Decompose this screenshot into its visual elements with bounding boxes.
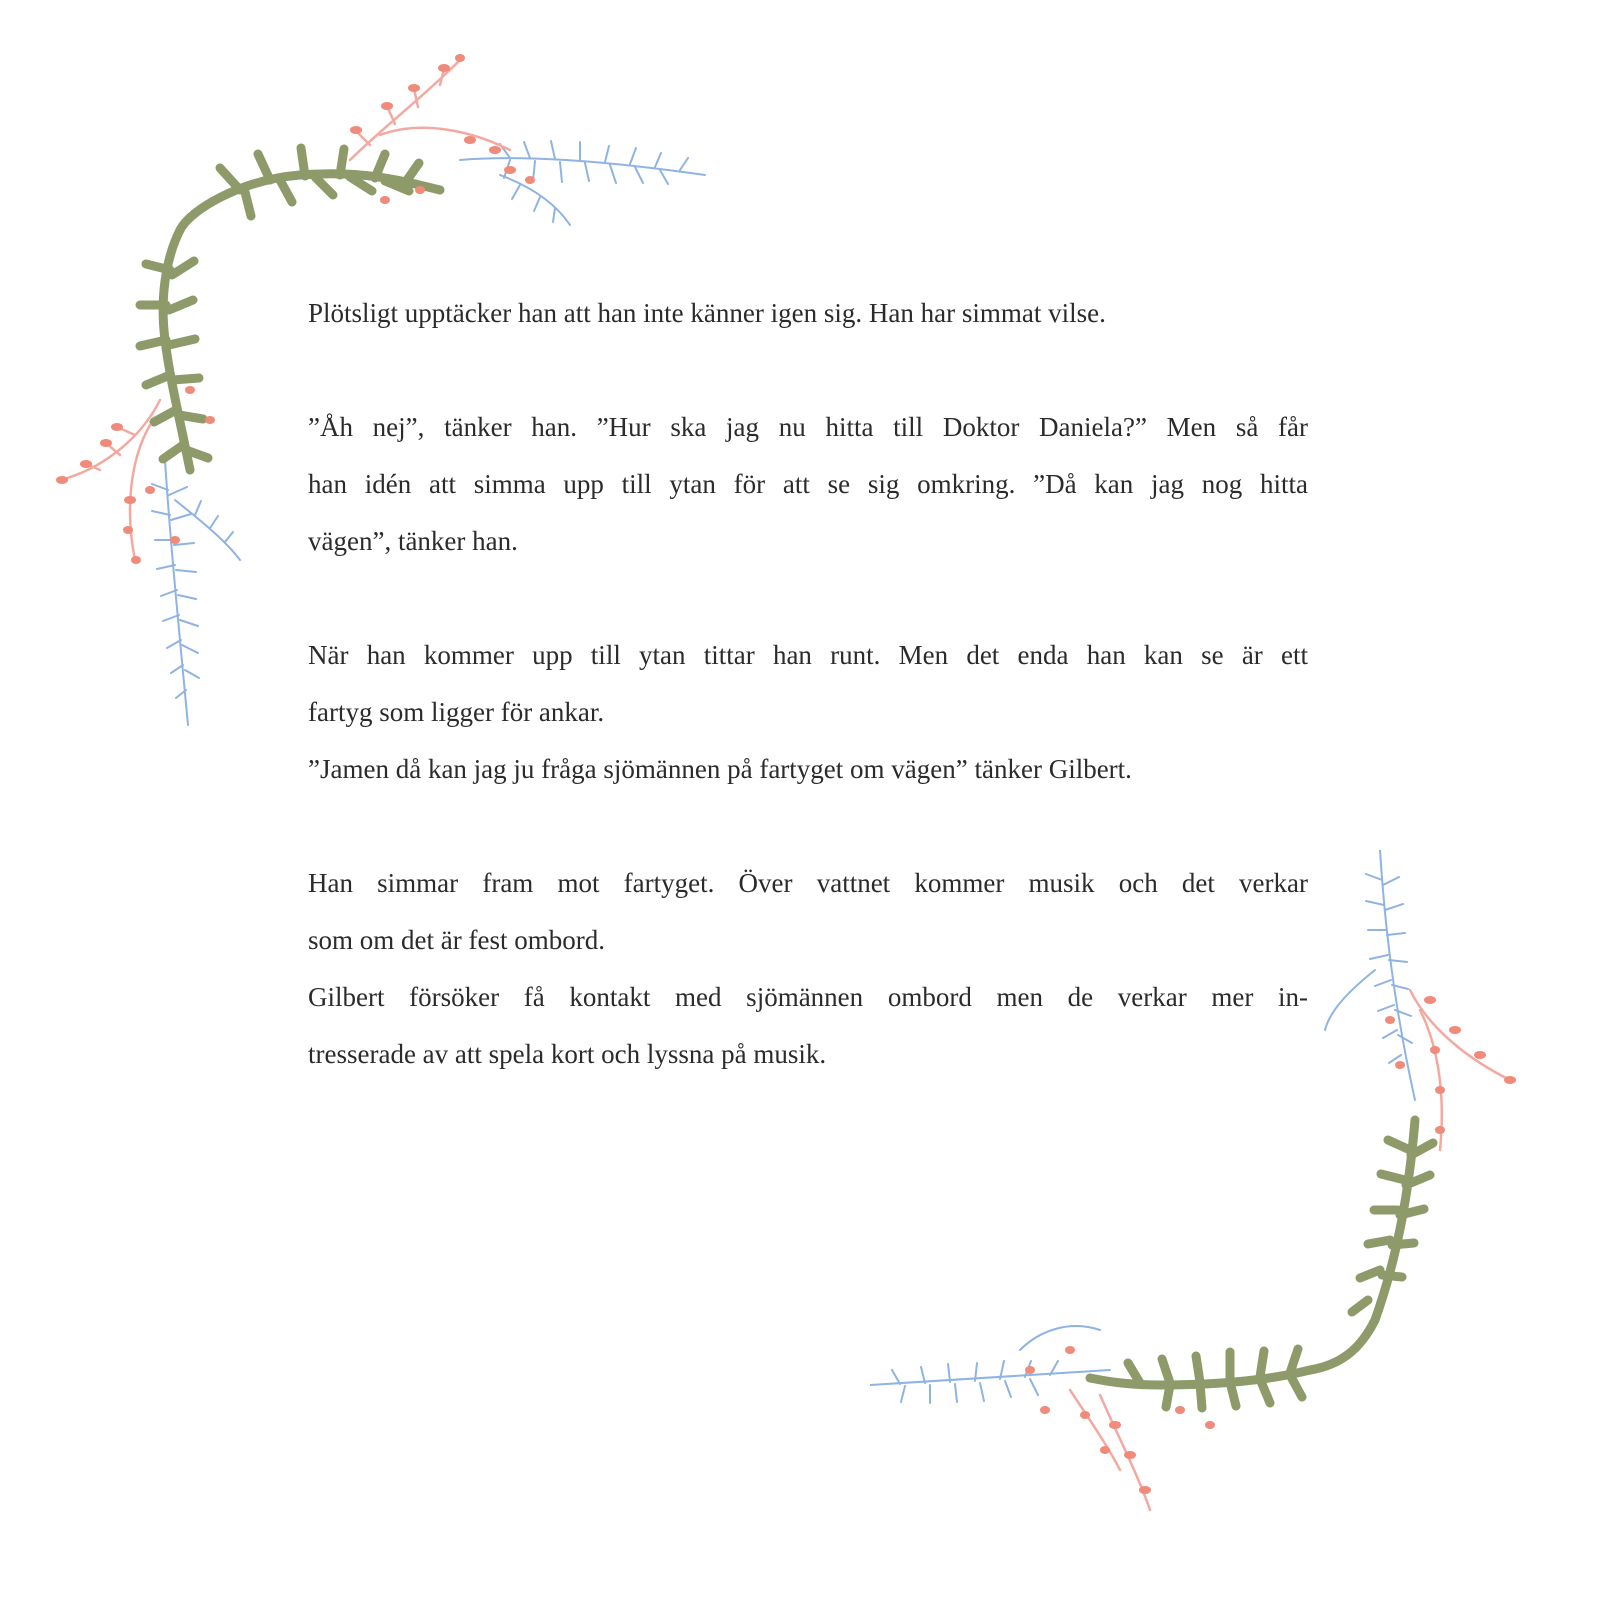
text-line: ”Åh nej”, tänker han. ”Hur ska jag nu hitta till Doktor Daniela?” Men så får <box>308 412 1308 442</box>
text-line: som om det är fest ombord. <box>308 925 605 955</box>
text-line: fartyg som ligger för ankar. <box>308 697 605 727</box>
story-text <box>308 285 1308 1140</box>
paragraph-4 <box>308 855 1308 1083</box>
blue-branch-bottom <box>870 1326 1110 1403</box>
paragraph-1 <box>308 285 1308 342</box>
green-branch <box>1090 1120 1433 1408</box>
text-line: ”Jamen då kan jag ju fråga sjömännen på fartyget om vägen” tänker Gilbert. <box>308 754 1132 784</box>
text-line: vägen”, tänker han. <box>308 526 518 556</box>
blue-branch-top <box>460 141 705 225</box>
text-line: tresserade av att spela kort och lyssna på musik. <box>308 1039 827 1069</box>
blue-branch-right <box>1325 850 1415 1100</box>
text-line: han idén att simma upp till ytan för att se sig omkring. ”Då kan jag nog hitta <box>308 469 1308 499</box>
text-line: När han kommer upp till ytan tittar han runt. Men det enda han kan se är ett <box>308 640 1308 670</box>
paragraph-2 <box>308 399 1308 570</box>
text-line: Plötsligt upptäcker han att han inte känner igen sig. Han har simmat vilse. <box>308 298 1106 328</box>
text-line: Han simmar fram mot fartyget. Över vattnet kommer musik och det verkar <box>308 868 1308 898</box>
blue-branch-left <box>152 460 240 725</box>
paragraph-3 <box>308 627 1308 798</box>
text-line: Gilbert försöker få kontakt med sjömännen ombord men de verkar mer in- <box>308 982 1308 1012</box>
